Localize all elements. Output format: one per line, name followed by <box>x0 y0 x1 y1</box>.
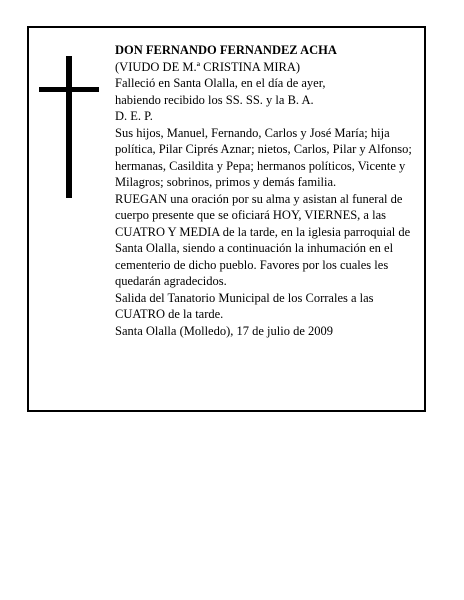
obituary-notice <box>27 26 426 412</box>
death-announcement-line-1: Falleció en Santa Olalla, en el día de ayer, <box>115 76 326 90</box>
place-date-line: Santa Olalla (Molledo), 17 de julio de 2009 <box>115 323 334 338</box>
notice-text-block <box>115 42 415 339</box>
widower-of-line: (VIUDO DE M.ª CRISTINA MIRA) <box>115 59 301 74</box>
cross-horizontal-bar <box>39 87 99 92</box>
funeral-request-paragraph: RUEGAN una oración por su alma y asistan al funeral de cuerpo presente que se oficiará HOY, VIERNES, a las CUATRO Y MEDIA de la tarde, en la iglesia parroquial de Santa Olalla, siendo a continuación la inhumación en el cementerio de dicho pueblo. Favores por los cuales les quedarán agradecidos. <box>115 191 411 288</box>
dep-line: D. E. P. <box>115 109 153 123</box>
deceased-name: DON FERNANDO FERNANDEZ ACHA <box>115 43 337 57</box>
family-paragraph: Sus hijos, Manuel, Fernando, Carlos y José María; hija política, Pilar Ciprés Aznar; nietos, Carlos, Pilar y Alfonso; hermanas, Casildita y Pepa; hermanos políticos, Vicente y Milagros; sobrinos, primos y demás familia. <box>115 125 412 189</box>
cross-icon <box>39 56 99 198</box>
death-announcement-line-2: habiendo recibido los SS. SS. y la B. A. <box>115 92 314 107</box>
cross-vertical-bar <box>66 56 72 198</box>
departure-paragraph: Salida del Tanatorio Municipal de los Corrales a las CUATRO de la tarde. <box>115 290 374 321</box>
